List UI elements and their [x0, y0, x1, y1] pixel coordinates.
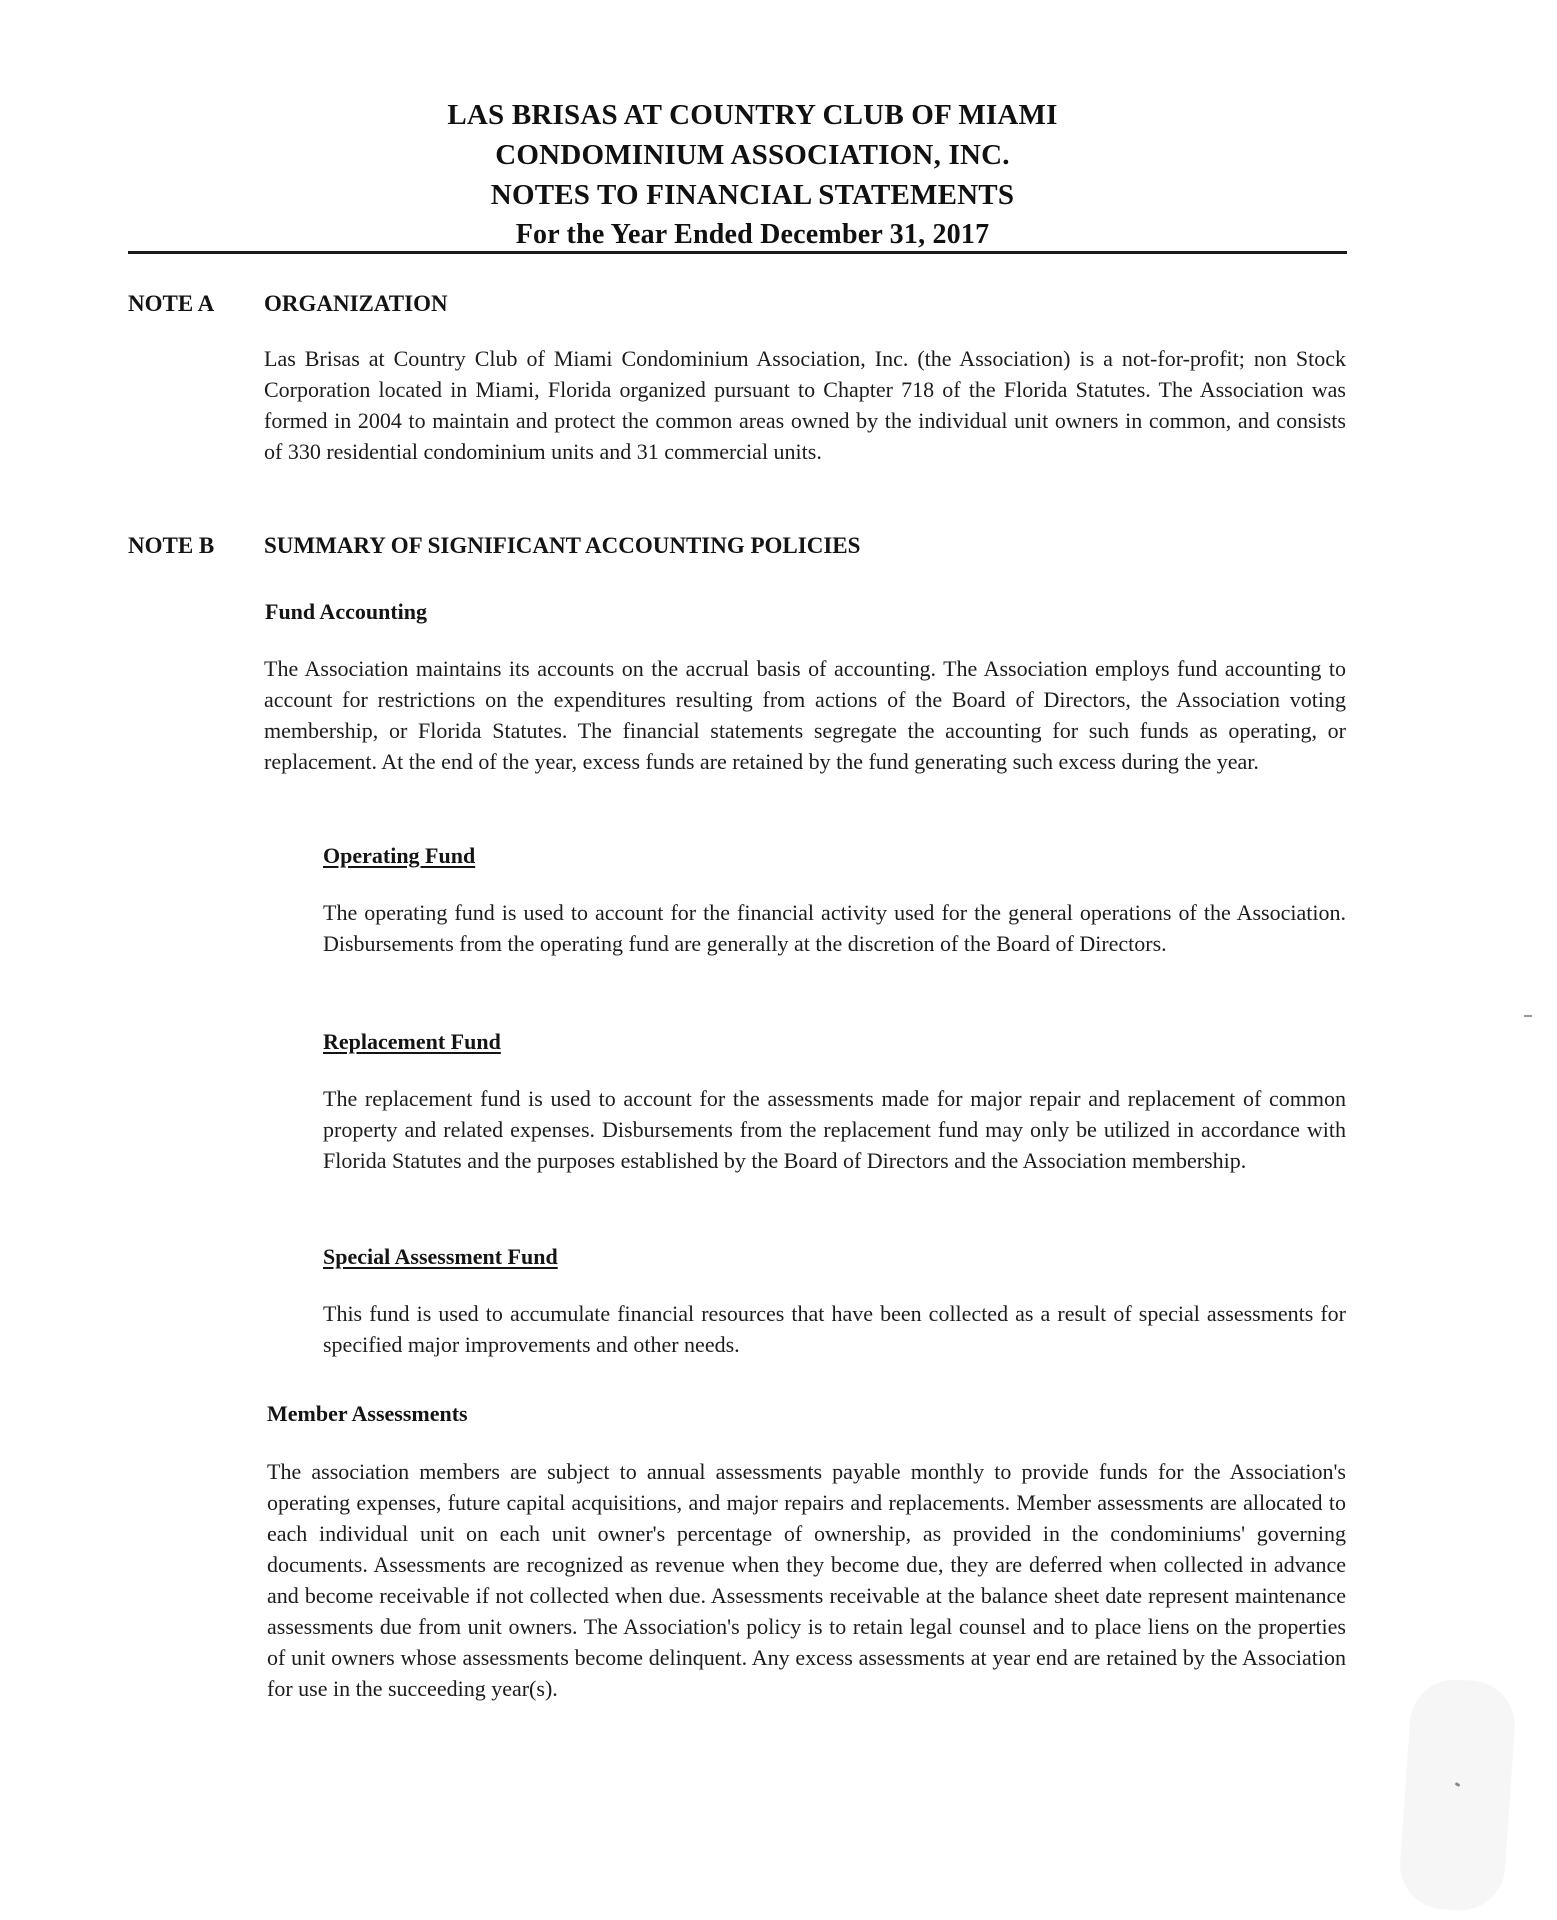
- fund-accounting-heading: Fund Accounting: [265, 599, 427, 624]
- note-b-heading: [128, 532, 860, 560]
- operating-fund-heading: Operating Fund: [323, 843, 476, 868]
- title-document-type: NOTES TO FINANCIAL STATEMENTS: [490, 179, 1015, 211]
- replacement-fund-heading: Replacement Fund: [323, 1029, 501, 1054]
- note-a-heading: [128, 290, 448, 318]
- scan-artifact-mark: [1524, 1015, 1532, 1017]
- title-association-type: CONDOMINIUM ASSOCIATION, INC.: [495, 139, 1010, 171]
- member-assessments-heading: Member Assessments: [267, 1401, 468, 1426]
- member-assessments-paragraph: The association members are subject to annual assessments payable monthly to provide funds for the Association's operating expenses, future capital acquisitions, and major repairs and replacements. Member assessments are allocated to each individual unit on each unit owner's percentage of ownership, as provided in the condominiums' governing documents. Assessments are recognized as revenue when they become due, they are deferred when collected in advance and become receivable if not collected when due. Assessments receivable at the balance sheet date represent maintenance assessments due from unit owners. The Association's policy is to retain legal counsel and to place liens on the properties of unit owners whose assessments become delinquent. Any excess assessments at year end are retained by the Association for use in the succeeding year(s).: [267, 1459, 1346, 1701]
- note-b-id: NOTE B: [128, 533, 215, 558]
- replacement-fund-paragraph: The replacement fund is used to account for the assessments made for major repair and replacement of common property and related expenses. Disbursements from the replacement fund may only be utilized in accordance with Florida Statutes and the purposes established by the Board of Directors and the Association membership.: [323, 1086, 1346, 1173]
- fund-accounting-paragraph: The Association maintains its accounts on the accrual basis of accounting. The Association employs fund accounting to account for restrictions on the expenditures resulting from actions of the Board of Directors, the Association voting membership, or Florida Statutes. The financial statements segregate the accounting for such funds as operating, or replacement. At the end of the year, excess funds are retained by the fund generating such excess during the year.: [264, 656, 1346, 774]
- title-association-name: LAS BRISAS AT COUNTRY CLUB OF MIAMI: [447, 99, 1058, 131]
- note-b-title: SUMMARY OF SIGNIFICANT ACCOUNTING POLICIES: [264, 533, 861, 558]
- special-assessment-fund-paragraph: This fund is used to accumulate financial resources that have been collected as a result of special assessments for specified major improvements and other needs.: [323, 1301, 1346, 1357]
- scan-smudge: [1397, 1677, 1518, 1914]
- note-a-title: ORGANIZATION: [264, 291, 448, 316]
- title-period: For the Year Ended December 31, 2017: [515, 219, 990, 250]
- header-rule: [128, 251, 1347, 254]
- document-title-block: [128, 95, 1347, 255]
- special-assessment-fund-heading: Special Assessment Fund: [323, 1244, 558, 1269]
- note-a-paragraph: Las Brisas at Country Club of Miami Condominium Association, Inc. (the Association) is a not-for-profit; non Stock Corporation located in Miami, Florida organized pursuant to Chapter 718 of the Florida Statutes. The Association was formed in 2004 to maintain and protect the common areas owned by the individual unit owners in common, and consists of 330 residential condominium units and 31 commercial units.: [264, 346, 1346, 464]
- operating-fund-paragraph: The operating fund is used to account for the financial activity used for the general operations of the Association. Disbursements from the operating fund are generally at the discretion of the Board of Directors.: [323, 900, 1346, 956]
- note-a-id: NOTE A: [128, 291, 215, 316]
